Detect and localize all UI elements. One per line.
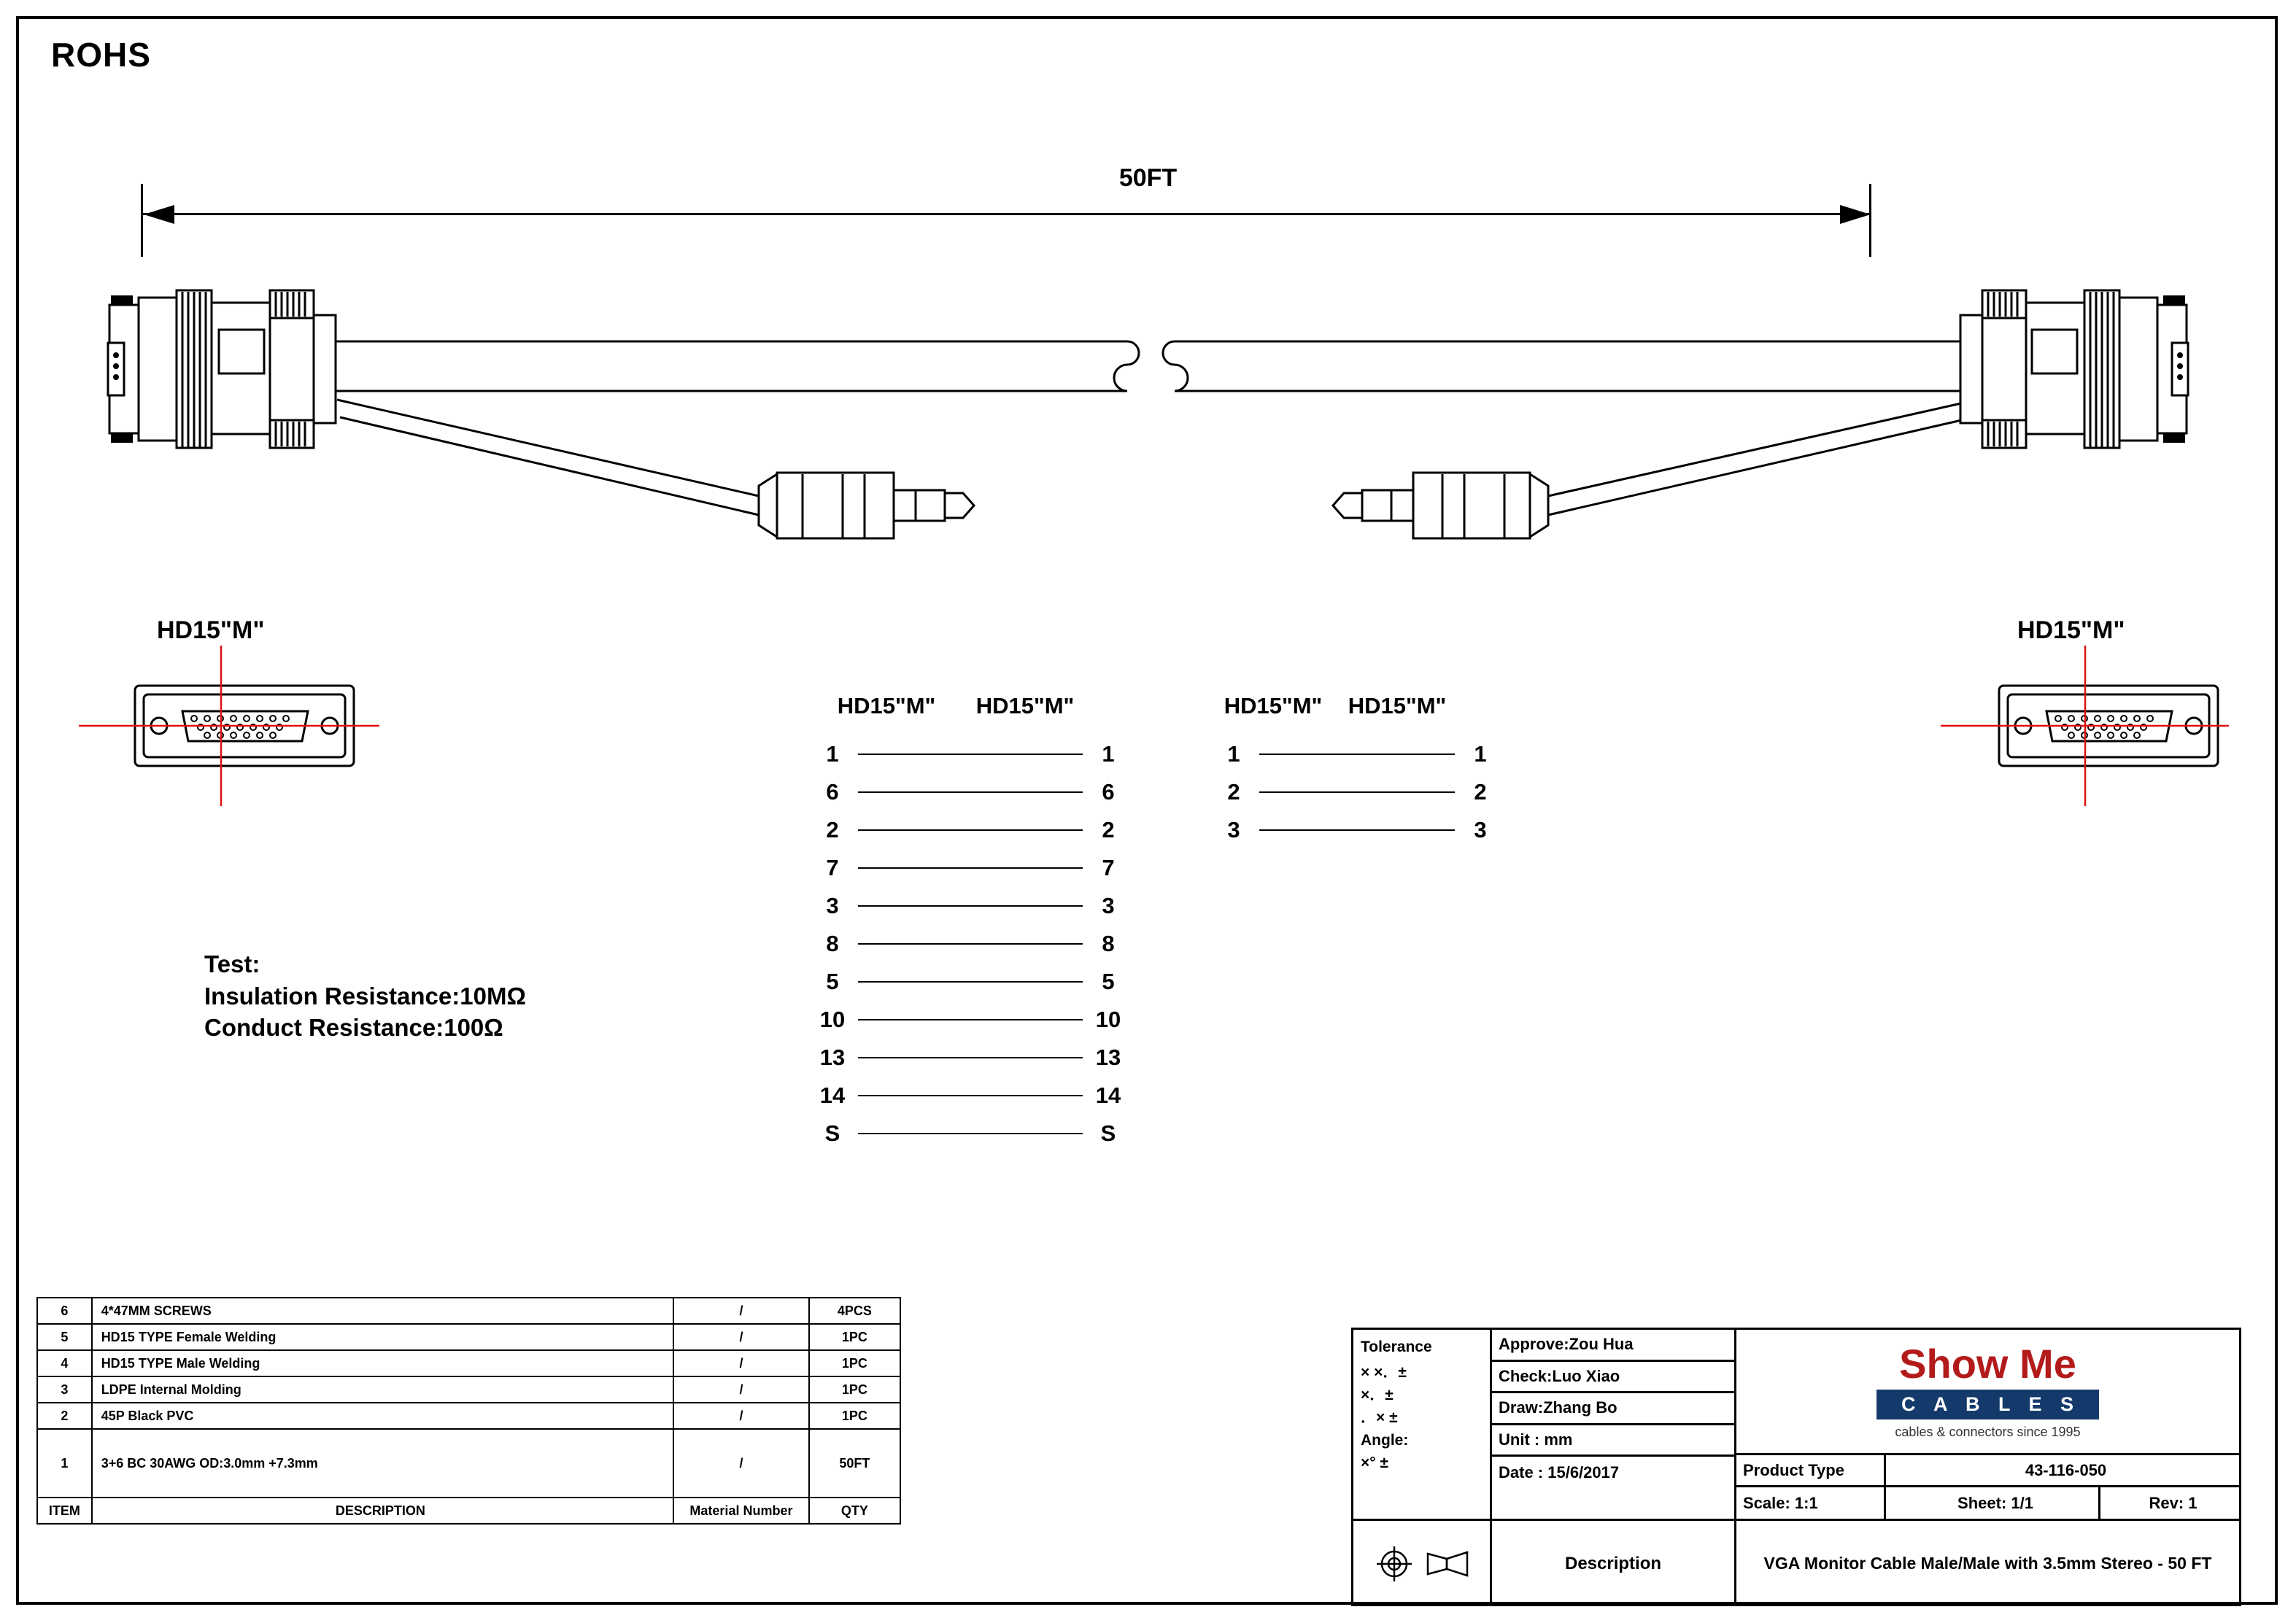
pin-wire xyxy=(858,829,1083,831)
tolerance-title: Tolerance xyxy=(1361,1339,1432,1355)
pin-right: 3 xyxy=(1474,817,1487,843)
bom-qty: 1PC xyxy=(809,1324,900,1350)
scale-value: Scale: 1:1 xyxy=(1736,1487,1886,1519)
test-conduct: Conduct Resistance:100Ω xyxy=(204,1014,503,1042)
pin-row xyxy=(810,849,1131,887)
product-type-value: 43-116-050 xyxy=(2025,1460,2107,1479)
bom-material: / xyxy=(673,1350,809,1376)
bom-qty: 1PC xyxy=(809,1376,900,1403)
bom-item: 2 xyxy=(37,1403,92,1429)
pin-left: 3 xyxy=(1227,817,1240,843)
pin-left: 6 xyxy=(826,779,839,805)
pin-row xyxy=(810,735,1131,773)
table-header-row xyxy=(37,1498,900,1524)
pin-row xyxy=(810,1115,1131,1153)
bom-item: 5 xyxy=(37,1324,92,1350)
pinout-header-right: HD15"M" xyxy=(975,693,1075,718)
pin-left: 5 xyxy=(826,969,839,994)
dimension-tick-left xyxy=(141,184,143,257)
pin-row xyxy=(810,887,1131,925)
pin-wire xyxy=(858,981,1083,983)
connector-label-left: HD15"M" xyxy=(157,616,265,644)
pin-left: 2 xyxy=(1227,779,1240,805)
test-title: Test: xyxy=(204,950,260,977)
bom-item: 6 xyxy=(37,1298,92,1324)
pin-right: 1 xyxy=(1102,741,1115,767)
draw-row: Draw:Zhang Bo xyxy=(1492,1393,1734,1425)
unit-row: Unit : mm xyxy=(1492,1425,1734,1457)
pin-right: 2 xyxy=(1474,779,1487,805)
pin-left: 2 xyxy=(826,817,839,843)
pin-left: 7 xyxy=(826,855,839,880)
angle-tolerance: ×° ± xyxy=(1361,1454,1389,1472)
approve-row: Approve:Zou Hua xyxy=(1492,1330,1734,1362)
pin-right: S xyxy=(1100,1120,1116,1146)
logo-subbrand: C A B L E S xyxy=(1876,1390,2099,1419)
bom-description: HD15 TYPE Female Welding xyxy=(92,1324,673,1350)
tolerance-line-2: ×．± xyxy=(1361,1387,1394,1404)
pin-row xyxy=(810,1077,1131,1115)
product-type-label: Product Type xyxy=(1736,1455,1886,1485)
company-logo xyxy=(1736,1330,2239,1455)
logo-tagline: cables & connectors since 1995 xyxy=(1895,1424,2081,1439)
rohs-label: ROHS xyxy=(51,36,151,74)
pin-right: 10 xyxy=(1095,1007,1121,1032)
pin-row xyxy=(810,963,1131,1001)
description-label: Description xyxy=(1492,1521,1736,1606)
pinout-headers xyxy=(810,693,1131,719)
bom-description: 45P Black PVC xyxy=(92,1403,673,1429)
pin-right: 8 xyxy=(1102,931,1115,956)
title-block xyxy=(1351,1328,2241,1606)
bom-qty: 50FT xyxy=(809,1429,900,1498)
pin-right: 5 xyxy=(1102,969,1115,994)
test-spec-block xyxy=(204,948,526,1044)
product-type-row xyxy=(1736,1455,2239,1487)
bom-item: 1 xyxy=(37,1429,92,1498)
table-row xyxy=(37,1324,900,1350)
bom-qty: 1PC xyxy=(809,1350,900,1376)
drawing-title: VGA Monitor Cable Male/Male with 3.5mm Stereo - 50 FT xyxy=(1763,1553,2212,1573)
table-row xyxy=(37,1350,900,1376)
bom-material: / xyxy=(673,1376,809,1403)
pinout-table-vga xyxy=(810,693,1131,1153)
bom-description: 3+6 BC 30AWG OD:3.0mm +7.3mm xyxy=(92,1429,673,1498)
pin-wire xyxy=(858,1057,1083,1058)
cone-symbol-icon xyxy=(1425,1549,1470,1579)
pin-left: S xyxy=(824,1120,840,1146)
bom-material: / xyxy=(673,1403,809,1429)
dimension-label: 50FT xyxy=(1118,164,1178,192)
pin-right: 2 xyxy=(1102,817,1115,843)
check-row: Check:Luo Xiao xyxy=(1492,1362,1734,1394)
pin-wire xyxy=(1259,754,1455,755)
pin-row xyxy=(810,1039,1131,1077)
pin-wire xyxy=(1259,829,1455,831)
pin-left: 3 xyxy=(826,893,839,918)
pin-left: 1 xyxy=(826,741,839,767)
bom-material: / xyxy=(673,1429,809,1498)
connector-label-right: HD15"M" xyxy=(2017,616,2125,644)
pin-wire xyxy=(858,754,1083,755)
pin-right: 1 xyxy=(1474,741,1487,767)
angle-label: Angle: xyxy=(1361,1432,1409,1449)
pin-row xyxy=(1211,811,1503,849)
bom-qty: 1PC xyxy=(809,1403,900,1429)
bom-header-item: ITEM xyxy=(37,1498,92,1524)
signoff-cells xyxy=(1492,1330,1736,1521)
bom-description: 4*47MM SCREWS xyxy=(92,1298,673,1324)
pin-row xyxy=(810,811,1131,849)
scale-sheet-rev-row xyxy=(1736,1487,2239,1519)
bom-description: LDPE Internal Molding xyxy=(92,1376,673,1403)
pin-left: 13 xyxy=(819,1045,846,1070)
pin-row xyxy=(810,925,1131,963)
pin-wire xyxy=(1259,791,1455,793)
pinout-header-left: HD15"M" xyxy=(1224,693,1323,718)
pin-wire xyxy=(858,1095,1083,1096)
pin-wire xyxy=(858,1019,1083,1020)
pin-right: 13 xyxy=(1095,1045,1121,1070)
bom-qty: 4PCS xyxy=(809,1298,900,1324)
sheet-value: Sheet: 1/1 xyxy=(1886,1487,2100,1519)
bom-header-material: Material Number xyxy=(673,1498,809,1524)
pinout-header-left: HD15"M" xyxy=(837,693,936,718)
bom-item: 3 xyxy=(37,1376,92,1403)
projection-symbol xyxy=(1353,1521,1492,1606)
pinout-header-right: HD15"M" xyxy=(1348,693,1447,718)
pin-row xyxy=(1211,773,1503,811)
dimension-arrow-left xyxy=(144,205,174,224)
dimension-arrow-right xyxy=(1840,205,1871,224)
dimension-line xyxy=(142,213,1871,215)
pin-wire xyxy=(858,1133,1083,1134)
first-angle-projection-icon xyxy=(1374,1543,1415,1584)
bom-material: / xyxy=(673,1324,809,1350)
tolerance-line-1: × ×．± xyxy=(1361,1364,1407,1382)
bom-item: 4 xyxy=(37,1350,92,1376)
pin-left: 1 xyxy=(1227,741,1240,767)
date-row: Date : 15/6/2017 xyxy=(1499,1463,1620,1482)
pinout-headers xyxy=(1211,693,1503,719)
bill-of-materials xyxy=(36,1297,901,1525)
logo-brand: Show Me xyxy=(1899,1340,2076,1387)
tolerance-cell xyxy=(1353,1330,1492,1521)
identification-cells xyxy=(1736,1330,2239,1521)
pin-left: 14 xyxy=(819,1082,846,1108)
pin-right: 3 xyxy=(1102,893,1115,918)
table-row xyxy=(37,1298,900,1324)
pin-wire xyxy=(858,905,1083,907)
bom-header-qty: QTY xyxy=(809,1498,900,1524)
pin-wire xyxy=(858,867,1083,869)
pin-row xyxy=(1211,735,1503,773)
bom-header-description: DESCRIPTION xyxy=(92,1498,673,1524)
pin-row xyxy=(810,773,1131,811)
title-bottom-row xyxy=(1353,1521,2239,1606)
pin-left: 10 xyxy=(819,1007,846,1032)
tolerance-line-3: ．× ± xyxy=(1361,1409,1398,1427)
pin-row xyxy=(810,1001,1131,1039)
bom-material: / xyxy=(673,1298,809,1324)
pin-wire xyxy=(858,943,1083,945)
pin-right: 6 xyxy=(1102,779,1115,805)
pin-right: 7 xyxy=(1102,855,1115,880)
pinout-table-audio xyxy=(1211,693,1503,849)
pin-right: 14 xyxy=(1095,1082,1121,1108)
table-row xyxy=(37,1403,900,1429)
bom-description: HD15 TYPE Male Welding xyxy=(92,1350,673,1376)
table-row xyxy=(37,1376,900,1403)
pin-left: 8 xyxy=(826,931,839,956)
pin-wire xyxy=(858,791,1083,793)
rev-value: Rev: 1 xyxy=(2149,1493,2198,1512)
test-insulation: Insulation Resistance:10MΩ xyxy=(204,982,526,1010)
table-row xyxy=(37,1429,900,1498)
